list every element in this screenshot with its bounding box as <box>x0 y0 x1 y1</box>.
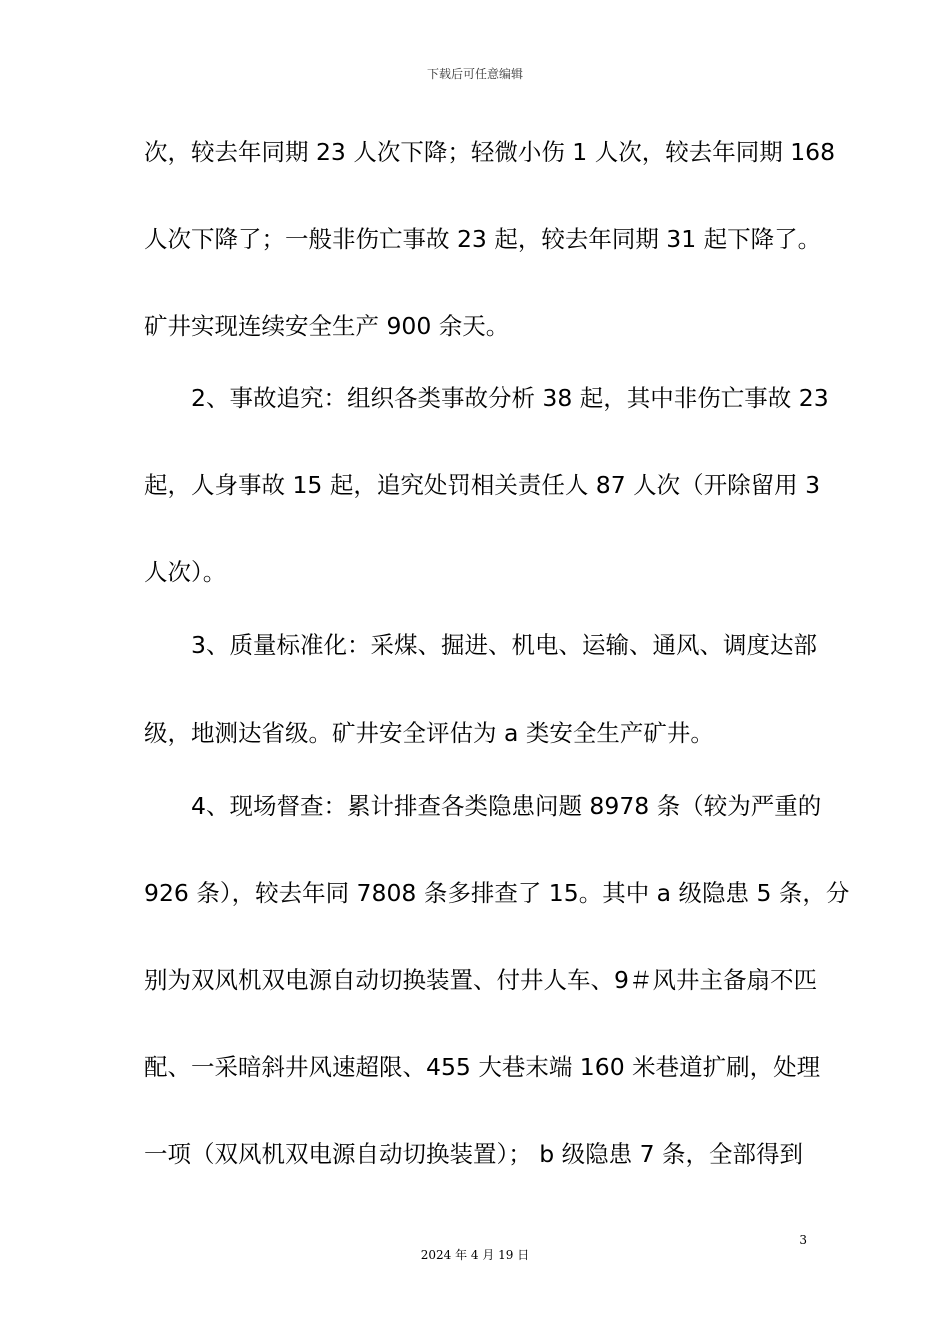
page-header: 下载后可任意编辑 <box>426 67 523 81</box>
body-line-13: 一项（双风机双电源自动切换装置）； b 级隐患 7 条，全部得到 <box>144 1140 803 1168</box>
body-line-12: 配、一采暗斜井风速超限、455 大巷末端 160 米巷道扩刷，处理 <box>144 1053 821 1081</box>
body-line-8: 级，地测达省级。矿井安全评估为 a 类安全生产矿井。 <box>144 719 714 747</box>
body-line-1: 次，较去年同期 23 人次下降；轻微小伤 1 人次，较去年同期 168 <box>144 138 836 166</box>
body-line-2: 人次下降了；一般非伤亡事故 23 起，较去年同期 31 起下降了。 <box>144 225 822 253</box>
body-line-3: 矿井实现连续安全生产 900 余天。 <box>144 312 510 340</box>
body-line-11: 别为双风机双电源自动切换装置、付井人车、9＃风井主备扇不匹 <box>144 966 817 994</box>
body-line-7: 3、质量标准化：采煤、掘进、机电、运输、通风、调度达部 <box>144 631 817 659</box>
body-line-10: 926 条），较去年同 7808 条多排查了 15。其中 a 级隐患 5 条，分 <box>144 879 850 907</box>
body-line-6: 人次）。 <box>144 558 227 586</box>
footer-date: 2024 年 4 月 19 日 <box>420 1248 530 1262</box>
page-number: 3 <box>799 1233 807 1247</box>
body-line-4: 2、事故追究：组织各类事故分析 38 起，其中非伤亡事故 23 <box>144 384 829 412</box>
body-line-9: 4、现场督查：累计排查各类隐患问题 8978 条（较为严重的 <box>144 792 822 820</box>
body-line-5: 起，人身事故 15 起，追究处罚相关责任人 87 人次（开除留用 3 <box>144 471 821 499</box>
